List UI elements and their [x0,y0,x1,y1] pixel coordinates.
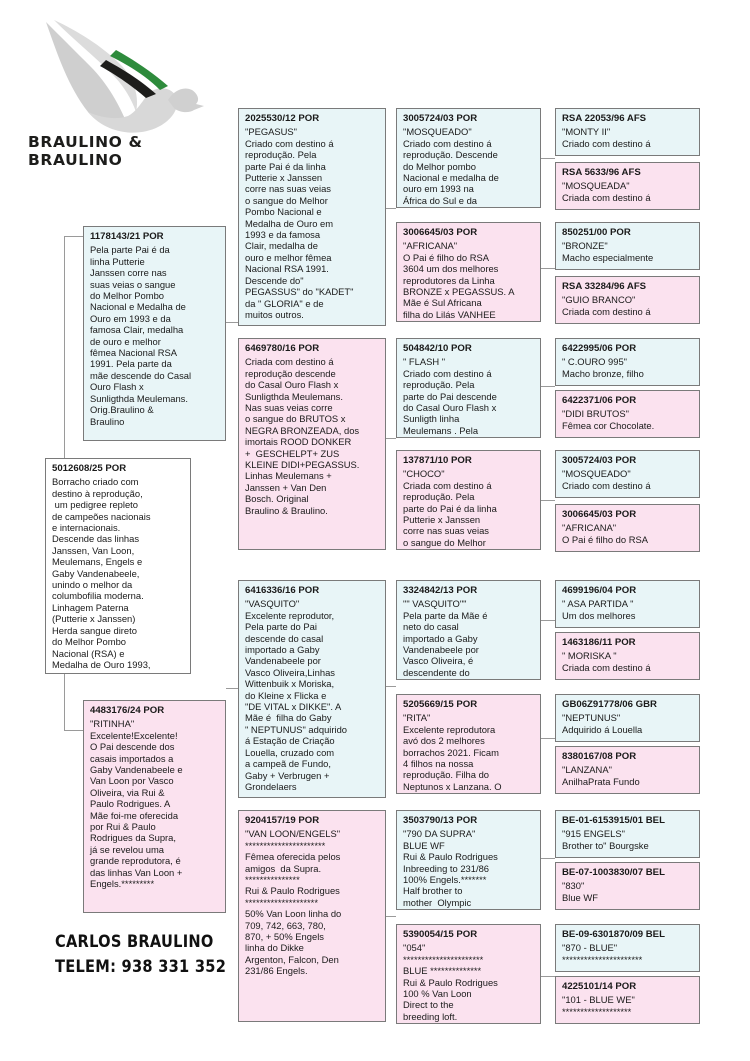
ring-number: 6422371/06 POR [562,395,637,406]
ring-number: 5205669/15 POR [403,699,478,710]
ring-number: 850251/00 POR [562,227,631,238]
grandparent-card [238,580,386,798]
ring-number: 3005724/03 POR [403,113,478,124]
contact-name: CARLOS BRAULINO [55,932,214,952]
connector-line [386,916,396,917]
ring-number: 4225101/14 POR [562,981,637,992]
gg-grandparent-card [555,746,700,794]
pigeon-description: "BRONZE" Macho especialmente [562,240,654,263]
ring-number: 6416336/16 POR [245,585,320,596]
connector-line [541,386,555,387]
ring-number: BE-01-6153915/01 BEL [562,815,665,826]
connector-line [64,236,65,458]
pigeon-description: "VAN LOON/ENGELS" ********************** Fêmea oferecida pelos amigos da Supra. *************** Rui & Paulo Rodrigues ******************** 50% Van Loon linha do 709, 742, 663, 780, 870, + 50% Engels linha do Dikke Argenton, Falcon, Den 231/86 Engels. [245,828,342,977]
ring-number: RSA 33284/96 AFS [562,281,647,292]
pigeon-description: "915 ENGELS" Brother to" Bourgske [562,828,649,851]
connector-line [64,236,83,237]
connector-line [541,976,555,977]
dam-card [83,700,226,913]
ring-number: RSA 22053/96 AFS [562,113,647,124]
gg-grandparent-card [555,338,700,386]
gg-grandparent-card [555,222,700,270]
ring-number: 8380167/08 POR [562,751,637,762]
ring-number: 504842/10 POR [403,343,472,354]
gg-grandparent-card [555,108,700,156]
pigeon-description: "AFRICANA" O Pai é filho do RSA [562,522,648,545]
ring-number: 6422995/06 POR [562,343,637,354]
pigeon-description: " ASA PARTIDA " Um dos melhores [562,598,636,621]
great-grandparent-card [396,924,541,1024]
pigeon-description: "MOSQUEADA" Criada com destino á [562,180,651,203]
ring-number: 3006645/03 POR [562,509,637,520]
pigeon-description: "AFRICANA" O Pai é filho do RSA 3604 um dos melhores reprodutores da Linha BRONZE x PEGASSUS. A Mãe é Sul Africana filha do Lilás VANHEE [403,240,515,320]
pigeon-description: " MORISKA " Criada com destino á [562,650,651,673]
pigeon-description: "054" ********************** BLUE ************** Rui & Paulo Rodrigues 100 % Van Loon Direct to the breeding loft. [403,942,498,1022]
pigeon-description: "101 - BLUE WE" ******************* [562,994,635,1017]
gg-grandparent-card [555,450,700,498]
pigeon-description: " C.OURO 995" Macho bronze, filho [562,356,644,379]
gg-grandparent-card [555,162,700,210]
ring-number: 3005724/03 POR [562,455,637,466]
pigeon-description: Pela parte Pai é da linha Putterie Janssen corre nas suas veias o sangue do Melhor Pombo Nacional e Medalha de Ouro em 1993 e da famosa Clair, medalha de ouro e melhor fêmea Nacional RSA 1991. Pela parte da mãe descende do Casal Ouro Flash x Sunligthda Meulemans. Orig.Braulino & Braulino [90,244,192,427]
ring-number: 137871/10 POR [403,455,472,466]
connector-line [541,858,555,859]
ring-number: 5390054/15 POR [403,929,478,940]
ring-number: 3324842/13 POR [403,585,478,596]
pigeon-description: "DIDI BRUTOS" Fêmea cor Chocolate. [562,408,655,431]
pigeon-description: Criada com destino á reprodução descende do Casal Ouro Flash x Sunligthda Meulemans. Nas suas veias corre o sangue do BRUTOS x NEGRA BRONZEADA, dos imortais ROOD DONKER + GESCHELPT+ ZUS KLEINE DIDI+PEGASSUS. Linhas Meulemans + Janssen + Van Den Bosch. Original Braulino & Braulino. [245,356,360,516]
great-grandparent-card [396,450,541,550]
ring-number: 3503790/13 POR [403,815,478,826]
connector-line [64,730,83,731]
gg-grandparent-card [555,862,700,910]
gg-grandparent-card [555,632,700,680]
pigeon-description: "830" Blue WF [562,880,598,903]
pigeon-description: Borracho criado com destino à reprodução, um pedigree repleto de campeões nacionais e internacionais. Descende das linhas Janssen, Van Loon, Meulemans, Engels e Gaby Vandenabeele, unindo o melhor da columbofilia moderna. Linhagem Paterna (Putterie x Janssen) Herda sangue direto do Melhor Pombo Nacional (RSA) e Medalha de Ouro 1993, [52,476,151,670]
ring-number: 3006645/03 POR [403,227,478,238]
great-grandparent-card [396,108,541,208]
connector-line [541,500,555,501]
ring-number: 2025530/12 POR [245,113,320,124]
pigeon-description: " FLASH " Criado com destino á reprodução. Pela parte do Pai descende do Casal Ouro Flash x Sunligth linha Meulemans . Pela [403,356,497,436]
great-grandparent-card [396,338,541,438]
ring-number: 1178143/21 POR [90,231,164,242]
connector-line [541,158,555,159]
pigeon-description: "NEPTUNUS" Adquirido á Louella [562,712,643,735]
brand-name: BRAULINO & BRAULINO [28,133,143,169]
grandparent-card [238,108,386,326]
ring-number: RSA 5633/96 AFS [562,167,641,178]
pigeon-description: "GUIO BRANCO" Criada com destino á [562,294,651,317]
sire-card [83,226,226,441]
connector-line [541,738,555,739]
pigeon-description: "870 - BLUE" ********************** [562,942,643,965]
gg-grandparent-card [555,276,700,324]
ring-number: 9204157/19 POR [245,815,320,826]
connector-line [541,620,555,621]
pigeon-description: "MOSQUEADO" Criado com destino á [562,468,651,491]
great-grandparent-card [396,810,541,910]
great-grandparent-card [396,222,541,322]
pigeon-description: "MOSQUEADO" Criado com destino á reprodução. Descende do Melhor pombo Nacional e medalha de ouro em 1993 na África do Sul e da [403,126,499,206]
ring-number: 4699196/04 POR [562,585,637,596]
ring-number: 4483176/24 POR [90,705,165,716]
gg-grandparent-card [555,924,700,972]
gg-grandparent-card [555,504,700,552]
pigeon-description: "" VASQUITO"" Pela parte da Mãe é neto do casal importado a Gaby Vandenabeele por Vasco Oliveira, é descendente do [403,598,488,678]
gg-grandparent-card [555,694,700,742]
gg-grandparent-card [555,580,700,628]
grandparent-card [238,338,386,550]
grandparent-card [238,810,386,1022]
connector-line [386,438,396,439]
ring-number: GB06Z91778/06 GBR [562,699,657,710]
connector-line [386,686,396,687]
connector-line [386,208,396,209]
connector-line [226,322,238,323]
connector-line [541,268,555,269]
pigeon-description: "PEGASUS" Criado com destino á reprodução. Pela parte Pai é da linha Putterie x Janssen corre nas suas veias o sangue do Melhor Pombo Nacional e Medalha de Ouro em 1993 e da famosa Clair, medalha de ouro e melhor fêmea Nacional RSA 1991. Descende do" PEGASSUS" do "KADET" da " GLORIA" e de muitos outros. [245,126,354,320]
ring-number: BE-07-1003830/07 BEL [562,867,665,878]
ring-number: 6469780/16 POR [245,343,320,354]
pigeon-description: "VASQUITO" Excelente reprodutor, Pela parte do Pai descende do casal importado a Gaby Vandenabeele por Vasco Oliveira,Linhas Wittenbuik x Moriska, do Kleine x Flicka e "DE VITAL x DIKKE". A Mãe é filha do Gaby " NEPTUNUS" adquirido á Estação de Criação Louella, cruzado com a campeã de Fundo, Gaby + Verbrugen + Grondelaers [245,598,348,792]
connector-line [226,688,238,689]
ring-number: 5012608/25 POR [52,463,127,474]
subject-card [45,458,191,674]
great-grandparent-card [396,580,541,680]
great-grandparent-card [396,694,541,794]
pigeon-description: "CHOCO" Criada com destino á reprodução. Pela parte do Pai é da linha Putterie x Janssen corre nas suas veias o sangue do Melhor [403,468,497,548]
pigeon-description: "MONTY II" Criado com destino á [562,126,651,149]
contact-phone: TELEM: 938 331 352 [55,957,227,977]
ring-number: BE-09-6301870/09 BEL [562,929,665,940]
gg-grandparent-card [555,976,700,1024]
gg-grandparent-card [555,810,700,858]
pigeon-description: "RITINHA" Excelente!Excelente! O Pai descende dos casais importados a Gaby Vandenabeele e Van Loon por Vasco Oliveira, via Rui & Paulo Rodrigues. A Mãe foi-me oferecida por Rui & Paulo Rodrigues da Supra, já se revelou uma grande reprodutora, é das linhas Van Loon + Engels.********* [90,718,183,890]
connector-line [64,674,65,730]
ring-number: 1463186/11 POR [562,637,636,648]
pigeon-description: "RITA" Excelente reprodutora avó dos 2 melhores borrachos 2021. Ficam 4 filhos na nossa reprodução. Filha do Neptunos x Lanzana. O [403,712,502,792]
pigeon-description: "LANZANA" AnilhaPrata Fundo [562,764,640,787]
gg-grandparent-card [555,390,700,438]
pigeon-description: "790 DA SUPRA" BLUE WF Rui & Paulo Rodrigues Inbreeding to 231/86 100% Engels.******* Half brother to mother Olympic [403,828,498,908]
